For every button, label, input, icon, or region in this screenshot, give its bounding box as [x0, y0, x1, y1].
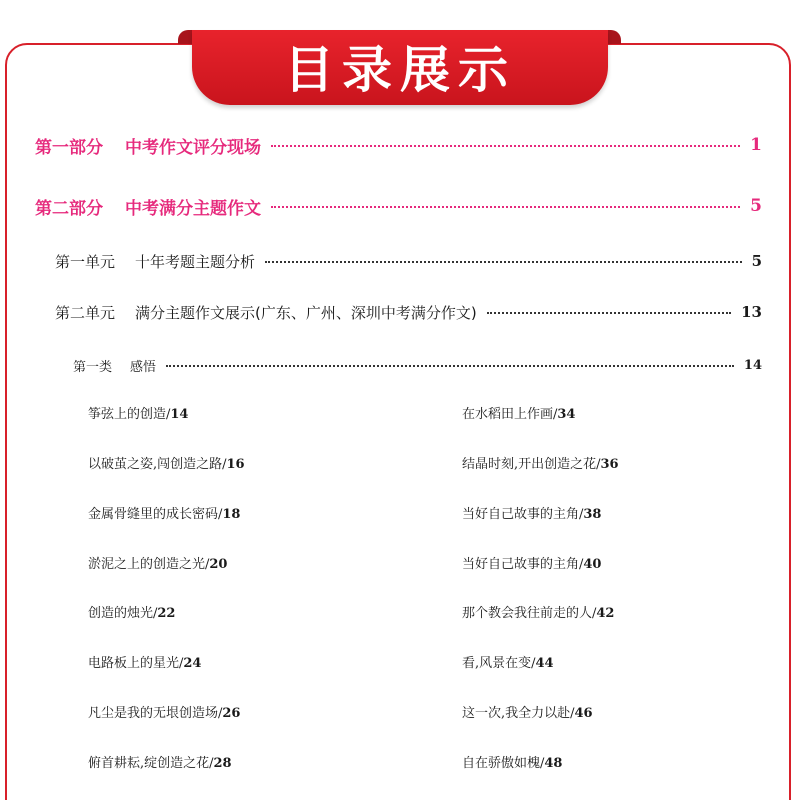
entry-page: 34 [557, 407, 576, 422]
entry-page: 46 [574, 706, 593, 721]
entry-page: 38 [583, 507, 602, 522]
part-title: 中考作文评分现场 [125, 137, 261, 158]
part-title: 中考满分主题作文 [125, 198, 261, 219]
page-number: 5 [750, 196, 762, 216]
toc-entry[interactable] [462, 505, 601, 525]
entry-title: 创造的烛光/ [88, 606, 158, 621]
entry-title: 结晶时刻,开出创造之花/ [462, 457, 601, 472]
leader-dots [265, 261, 742, 263]
entry-page: 24 [183, 656, 202, 671]
entry-page: 28 [213, 756, 232, 771]
toc-entry[interactable] [88, 505, 240, 525]
toc-entry[interactable] [462, 604, 614, 624]
category-label: 第一类 [73, 359, 113, 375]
toc-entry[interactable] [462, 704, 593, 724]
part-label: 第二部分 [35, 198, 103, 219]
entry-title: 电路板上的星光/ [88, 656, 184, 671]
toc-entry[interactable] [462, 455, 619, 475]
toc-unit-2[interactable] [55, 301, 762, 323]
toc-part-1[interactable] [35, 133, 762, 157]
unit-title: 十年考题主题分析 [135, 252, 256, 271]
toc-category-1[interactable] [73, 355, 762, 375]
toc-entry[interactable] [88, 704, 240, 724]
entry-page: 48 [544, 756, 563, 771]
entry-title: 那个教会我往前走的人/ [462, 606, 597, 621]
unit-label: 第一单元 [55, 252, 116, 271]
entry-page: 36 [600, 457, 619, 472]
unit-label: 第二单元 [55, 303, 116, 322]
title-banner [192, 30, 608, 105]
entry-page: 22 [157, 606, 176, 621]
leader-dots [271, 145, 740, 147]
entry-title: 自在骄傲如槐/ [462, 756, 545, 771]
leader-dots [487, 312, 731, 314]
entry-title: 金属骨缝里的成长密码/ [88, 507, 223, 522]
entry-page: 40 [583, 557, 602, 572]
toc-entry[interactable] [88, 455, 245, 475]
toc-entry[interactable] [88, 405, 188, 425]
entry-title: 在水稻田上作画/ [462, 407, 558, 422]
toc-entry[interactable] [462, 654, 554, 674]
toc-part-2[interactable] [35, 194, 762, 218]
entry-page: 14 [170, 407, 189, 422]
entry-title: 淤泥之上的创造之光/ [88, 557, 210, 572]
leader-dots [271, 206, 740, 208]
toc-entry[interactable] [462, 754, 562, 774]
entry-page: 18 [222, 507, 241, 522]
toc-unit-1[interactable] [55, 250, 762, 272]
toc-entry[interactable] [88, 754, 232, 774]
entry-title: 这一次,我全力以赴/ [462, 706, 575, 721]
entry-title: 看,风景在变/ [462, 656, 536, 671]
entry-title: 俯首耕耘,绽创造之花/ [88, 756, 214, 771]
page-number: 5 [751, 252, 762, 270]
toc-entry[interactable] [88, 555, 227, 575]
page-number: 14 [743, 357, 762, 373]
toc-entry[interactable] [462, 555, 601, 575]
part-label: 第一部分 [35, 137, 103, 158]
category-title: 感悟 [130, 359, 157, 375]
entry-title: 当好自己故事的主角/ [462, 557, 584, 572]
toc-entry[interactable] [88, 654, 201, 674]
entry-title: 以破茧之姿,闯创造之路/ [88, 457, 227, 472]
entry-page: 42 [596, 606, 615, 621]
leader-dots [166, 365, 734, 367]
entry-title: 筝弦上的创造/ [88, 407, 171, 422]
entry-page: 16 [226, 457, 245, 472]
toc-entry[interactable] [88, 604, 175, 624]
entry-title: 当好自己故事的主角/ [462, 507, 584, 522]
toc-entry[interactable] [462, 405, 575, 425]
page-number: 13 [741, 303, 762, 321]
entry-page: 20 [209, 557, 228, 572]
entry-page: 26 [222, 706, 241, 721]
page-number: 1 [750, 135, 762, 155]
page-title: 目录展示 [284, 40, 516, 99]
entry-title: 凡尘是我的无垠创造场/ [88, 706, 223, 721]
entry-page: 44 [535, 656, 554, 671]
unit-title: 满分主题作文展示(广东、广州、深圳中考满分作文) [135, 303, 477, 322]
